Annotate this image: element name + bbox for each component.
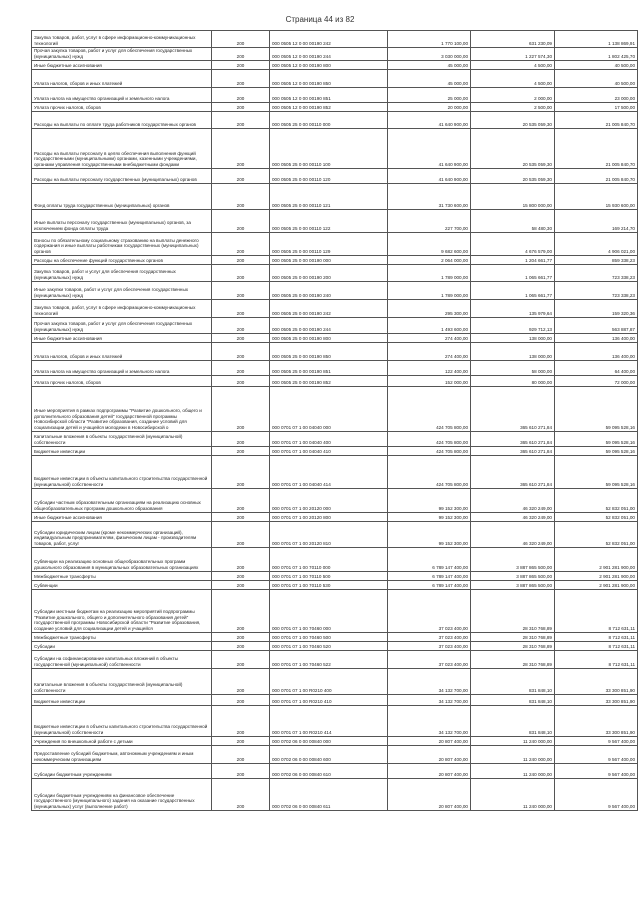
- row-unexecuted-amount-cell: 859 338,23: [555, 256, 638, 265]
- row-executed-amount-cell: 46 320 249,00: [471, 489, 555, 513]
- row-unexecuted-amount-cell: 21 005 840,70: [555, 169, 638, 184]
- row-budget-code-cell: 000 0505 25 0 00 00110 120: [270, 169, 388, 184]
- row-line-code-cell: 200: [212, 489, 270, 513]
- row-approved-amount-cell: 20 807 400,00: [388, 746, 471, 764]
- row-budget-code-cell: 000 0505 25 0 00 00110 100: [270, 129, 388, 169]
- table-row: [32, 300, 638, 318]
- row-line-code-cell: 200: [212, 447, 270, 456]
- row-approved-amount-cell: 34 132 700,00: [388, 706, 471, 737]
- row-budget-code-cell: 000 0505 25 0 00 00190 240: [270, 282, 388, 300]
- row-line-code-cell: 200: [212, 572, 270, 581]
- table-row: [32, 210, 638, 233]
- table-row: [32, 387, 638, 432]
- row-line-code-cell: 200: [212, 548, 270, 572]
- row-approved-amount-cell: 37 023 400,00: [388, 633, 471, 642]
- table-row: [32, 265, 638, 282]
- row-name-cell: Уплата налогов, сборов и иных платежей: [32, 70, 212, 88]
- row-executed-amount-cell: 831 848,10: [471, 706, 555, 737]
- row-budget-code-cell: 000 0505 12 0 00 00190 850: [270, 70, 388, 88]
- row-executed-amount-cell: 80 000,00: [471, 376, 555, 387]
- row-name-cell: Уплата прочих налогов, сборов: [32, 103, 212, 112]
- row-unexecuted-amount-cell: 2 901 281 900,00: [555, 548, 638, 572]
- row-unexecuted-amount-cell: 59 095 528,16: [555, 432, 638, 447]
- row-budget-code-cell: 000 0701 07 1 00 04040 400: [270, 432, 388, 447]
- row-executed-amount-cell: 28 310 768,89: [471, 651, 555, 669]
- row-approved-amount-cell: 37 023 400,00: [388, 590, 471, 633]
- row-line-code-cell: 200: [212, 300, 270, 318]
- row-budget-code-cell: 000 0701 07 1 00 70460 522: [270, 651, 388, 669]
- row-budget-code-cell: 000 0701 07 1 00 20120 810: [270, 522, 388, 548]
- row-line-code-cell: 200: [212, 169, 270, 184]
- row-approved-amount-cell: 9 682 600,00: [388, 233, 471, 256]
- row-name-cell: Субсидии местным бюджетам на реализацию мероприятий подпрограммы "Развитие дошкольного, общего и дополнительного образования детей" государственной программы Новосибирской области "Развитие образования, создание условий для социализации детей и учащейся: [32, 590, 212, 633]
- row-unexecuted-amount-cell: 21 005 840,70: [555, 112, 638, 129]
- row-executed-amount-cell: 365 610 271,84: [471, 387, 555, 432]
- row-budget-code-cell: 000 0701 07 1 00 04040 414: [270, 456, 388, 489]
- row-name-cell: Расходы на выплаты персоналу государственных (муниципальных) органов: [32, 169, 212, 184]
- row-approved-amount-cell: 45 000,00: [388, 70, 471, 88]
- row-approved-amount-cell: 45 000,00: [388, 61, 471, 70]
- row-line-code-cell: 200: [212, 669, 270, 695]
- row-unexecuted-amount-cell: 136 400,00: [555, 343, 638, 361]
- row-approved-amount-cell: 122 400,00: [388, 361, 471, 376]
- row-name-cell: Закупка товаров, работ, услуг в сфере информационно-коммуникационных технологий: [32, 31, 212, 48]
- row-name-cell: Межбюджетные трансферты: [32, 633, 212, 642]
- row-budget-code-cell: 000 0505 25 0 00 00110 121: [270, 184, 388, 210]
- row-name-cell: Субвенции на реализацию основных общеобразовательных программ дошкольного образования в муниципальных образовательных организациях: [32, 548, 212, 572]
- row-name-cell: Уплата налогов, сборов и иных платежей: [32, 343, 212, 361]
- row-budget-code-cell: 000 0505 25 0 00 00110 000: [270, 112, 388, 129]
- row-budget-code-cell: 000 0505 25 0 00 00190 800: [270, 334, 388, 343]
- row-executed-amount-cell: 4 500,00: [471, 61, 555, 70]
- row-executed-amount-cell: 11 240 000,00: [471, 764, 555, 779]
- table-row: [32, 48, 638, 61]
- row-executed-amount-cell: 28 310 768,89: [471, 642, 555, 651]
- table-row: [32, 361, 638, 376]
- row-line-code-cell: 200: [212, 633, 270, 642]
- row-approved-amount-cell: 227 700,00: [388, 210, 471, 233]
- row-approved-amount-cell: 3 030 000,00: [388, 48, 471, 61]
- row-line-code-cell: 200: [212, 61, 270, 70]
- row-name-cell: Уплата налога на имущество организаций и земельного налога: [32, 88, 212, 103]
- table-row: [32, 88, 638, 103]
- row-approved-amount-cell: 6 789 147 400,00: [388, 548, 471, 572]
- row-budget-code-cell: 000 0702 06 0 00 00840 600: [270, 746, 388, 764]
- row-line-code-cell: 200: [212, 343, 270, 361]
- row-executed-amount-cell: 28 310 768,89: [471, 633, 555, 642]
- row-executed-amount-cell: 4 676 579,00: [471, 233, 555, 256]
- row-line-code-cell: 200: [212, 129, 270, 169]
- row-name-cell: Бюджетные инвестиции: [32, 447, 212, 456]
- row-line-code-cell: 200: [212, 581, 270, 590]
- table-row: [32, 256, 638, 265]
- row-name-cell: Субсидии частным образовательным организациям на реализацию основных общеобразовательных программ дошкольного образования: [32, 489, 212, 513]
- row-unexecuted-amount-cell: 52 832 051,00: [555, 522, 638, 548]
- row-line-code-cell: 200: [212, 265, 270, 282]
- row-approved-amount-cell: 34 132 700,00: [388, 695, 471, 706]
- row-line-code-cell: 200: [212, 432, 270, 447]
- row-line-code-cell: 200: [212, 361, 270, 376]
- row-unexecuted-amount-cell: 9 567 400,00: [555, 746, 638, 764]
- row-executed-amount-cell: 11 240 000,00: [471, 779, 555, 811]
- row-name-cell: Субвенции: [32, 581, 212, 590]
- row-approved-amount-cell: 424 705 800,00: [388, 447, 471, 456]
- row-name-cell: Субсидии бюджетным учреждениям на финансовое обеспечение государственного (муниципального) задания на оказание государственных (муниципальных) услуг (выполнение работ): [32, 779, 212, 811]
- row-approved-amount-cell: 2 064 000,00: [388, 256, 471, 265]
- table-row: [32, 31, 638, 48]
- row-unexecuted-amount-cell: 15 930 600,00: [555, 184, 638, 210]
- row-unexecuted-amount-cell: 1 802 425,70: [555, 48, 638, 61]
- row-approved-amount-cell: 424 705 800,00: [388, 387, 471, 432]
- row-executed-amount-cell: 365 610 271,84: [471, 432, 555, 447]
- row-line-code-cell: 200: [212, 522, 270, 548]
- row-executed-amount-cell: 631 230,09: [471, 31, 555, 48]
- row-budget-code-cell: 000 0701 07 1 00 70460 520: [270, 642, 388, 651]
- row-unexecuted-amount-cell: 723 338,23: [555, 282, 638, 300]
- row-line-code-cell: 200: [212, 210, 270, 233]
- row-budget-code-cell: 000 0702 06 0 00 00840 611: [270, 779, 388, 811]
- row-name-cell: Уплата налога на имущество организаций и земельного налога: [32, 361, 212, 376]
- row-executed-amount-cell: 58 000,00: [471, 361, 555, 376]
- row-executed-amount-cell: 831 848,10: [471, 669, 555, 695]
- row-approved-amount-cell: 295 300,00: [388, 300, 471, 318]
- row-budget-code-cell: 000 0505 25 0 00 00190 242: [270, 300, 388, 318]
- row-unexecuted-amount-cell: 33 300 851,90: [555, 669, 638, 695]
- row-budget-code-cell: 000 0701 07 1 00 70460 000: [270, 590, 388, 633]
- row-budget-code-cell: 000 0505 25 0 00 00110 129: [270, 233, 388, 256]
- row-name-cell: Взносы по обязательному социальному страхованию на выплаты денежного содержания и иные выплаты работникам государственных (муниципальных) органов: [32, 233, 212, 256]
- row-executed-amount-cell: 135 979,64: [471, 300, 555, 318]
- table-row: [32, 432, 638, 447]
- row-approved-amount-cell: 25 000,00: [388, 88, 471, 103]
- row-approved-amount-cell: 424 705 800,00: [388, 456, 471, 489]
- row-unexecuted-amount-cell: 52 832 051,00: [555, 513, 638, 522]
- row-executed-amount-cell: 28 310 768,89: [471, 590, 555, 633]
- row-name-cell: Субсидии юридическим лицам (кроме некоммерческих организаций), индивидуальным предпринимателям, физическим лицам - производителям товаров, работ, услуг: [32, 522, 212, 548]
- row-name-cell: Предоставление субсидий бюджетным, автономным учреждениям и иным некоммерческим организациям: [32, 746, 212, 764]
- row-line-code-cell: 200: [212, 103, 270, 112]
- row-budget-code-cell: 000 0505 25 0 00 00190 850: [270, 343, 388, 361]
- table-row: [32, 456, 638, 489]
- row-name-cell: Иные выплаты персоналу государственных (муниципальных) органов, за исключением фонда оплаты труда: [32, 210, 212, 233]
- row-executed-amount-cell: 4 500,00: [471, 70, 555, 88]
- row-name-cell: Бюджетные инвестиции в объекты капитального строительства государственной (муниципальной) собственности: [32, 456, 212, 489]
- row-line-code-cell: 200: [212, 48, 270, 61]
- row-line-code-cell: 200: [212, 746, 270, 764]
- table-row: [32, 706, 638, 737]
- row-line-code-cell: 200: [212, 318, 270, 334]
- row-unexecuted-amount-cell: 159 320,36: [555, 300, 638, 318]
- row-executed-amount-cell: 20 535 059,30: [471, 112, 555, 129]
- row-budget-code-cell: 000 0505 12 0 00 00190 851: [270, 88, 388, 103]
- table-row: [32, 169, 638, 184]
- row-unexecuted-amount-cell: 8 712 631,11: [555, 642, 638, 651]
- row-budget-code-cell: 000 0505 12 0 00 00190 800: [270, 61, 388, 70]
- row-approved-amount-cell: 41 640 900,00: [388, 112, 471, 129]
- row-line-code-cell: 200: [212, 88, 270, 103]
- row-name-cell: Субсидии бюджетным учреждениям: [32, 764, 212, 779]
- table-row: [32, 737, 638, 746]
- table-row: [32, 318, 638, 334]
- row-line-code-cell: 200: [212, 334, 270, 343]
- table-row: [32, 282, 638, 300]
- row-name-cell: Капитальные вложения в объекты государственной (муниципальной) собственности: [32, 432, 212, 447]
- table-row: [32, 746, 638, 764]
- row-approved-amount-cell: 6 789 147 400,00: [388, 572, 471, 581]
- table-row: [32, 334, 638, 343]
- row-line-code-cell: 200: [212, 376, 270, 387]
- row-unexecuted-amount-cell: 59 095 528,16: [555, 456, 638, 489]
- row-unexecuted-amount-cell: 21 005 840,70: [555, 129, 638, 169]
- row-budget-code-cell: 000 0701 07 1 00 R0210 410: [270, 695, 388, 706]
- row-approved-amount-cell: 424 705 800,00: [388, 432, 471, 447]
- row-unexecuted-amount-cell: 136 400,00: [555, 334, 638, 343]
- row-executed-amount-cell: 46 320 249,00: [471, 522, 555, 548]
- row-unexecuted-amount-cell: 8 712 631,11: [555, 590, 638, 633]
- row-executed-amount-cell: 929 712,13: [471, 318, 555, 334]
- row-budget-code-cell: 000 0505 25 0 00 00190 200: [270, 265, 388, 282]
- row-budget-code-cell: 000 0505 25 0 00 00110 122: [270, 210, 388, 233]
- table-row: [32, 489, 638, 513]
- row-executed-amount-cell: 15 800 000,00: [471, 184, 555, 210]
- table-row: [32, 129, 638, 169]
- row-approved-amount-cell: 1 493 600,00: [388, 318, 471, 334]
- row-line-code-cell: 200: [212, 651, 270, 669]
- table-row: [32, 651, 638, 669]
- row-budget-code-cell: 000 0701 07 1 00 70110 530: [270, 581, 388, 590]
- row-approved-amount-cell: 41 640 900,00: [388, 129, 471, 169]
- row-budget-code-cell: 000 0505 12 0 00 00190 852: [270, 103, 388, 112]
- row-executed-amount-cell: 365 610 271,84: [471, 447, 555, 456]
- row-executed-amount-cell: 11 240 000,00: [471, 746, 555, 764]
- row-budget-code-cell: 000 0701 07 1 00 70110 500: [270, 572, 388, 581]
- table-row: [32, 513, 638, 522]
- table-row: [32, 572, 638, 581]
- row-approved-amount-cell: 37 023 400,00: [388, 651, 471, 669]
- row-approved-amount-cell: 1 789 000,00: [388, 265, 471, 282]
- row-approved-amount-cell: 99 152 300,00: [388, 489, 471, 513]
- row-approved-amount-cell: 99 152 300,00: [388, 513, 471, 522]
- table-row: [32, 642, 638, 651]
- row-name-cell: Иные закупки товаров, работ и услуг для обеспечения государственных (муниципальных) нужд: [32, 282, 212, 300]
- row-executed-amount-cell: 3 887 865 500,00: [471, 548, 555, 572]
- row-name-cell: Бюджетные инвестиции в объекты капитального строительства государственной (муниципальной) собственности: [32, 706, 212, 737]
- row-approved-amount-cell: 1 789 000,00: [388, 282, 471, 300]
- row-approved-amount-cell: 20 807 400,00: [388, 764, 471, 779]
- row-executed-amount-cell: 11 240 000,00: [471, 737, 555, 746]
- table-row: [32, 633, 638, 642]
- table-row: [32, 112, 638, 129]
- row-line-code-cell: 200: [212, 695, 270, 706]
- table-row: [32, 233, 638, 256]
- row-unexecuted-amount-cell: 4 906 021,00: [555, 233, 638, 256]
- row-executed-amount-cell: 46 320 249,00: [471, 513, 555, 522]
- row-unexecuted-amount-cell: 17 500,00: [555, 103, 638, 112]
- row-executed-amount-cell: 365 610 271,84: [471, 456, 555, 489]
- row-unexecuted-amount-cell: 33 300 851,90: [555, 695, 638, 706]
- row-name-cell: Межбюджетные трансферты: [32, 572, 212, 581]
- row-unexecuted-amount-cell: 33 300 851,90: [555, 706, 638, 737]
- row-unexecuted-amount-cell: 59 095 528,16: [555, 387, 638, 432]
- row-name-cell: Бюджетные инвестиции: [32, 695, 212, 706]
- row-executed-amount-cell: 2 000,00: [471, 88, 555, 103]
- row-executed-amount-cell: 138 000,00: [471, 343, 555, 361]
- row-line-code-cell: 200: [212, 256, 270, 265]
- row-unexecuted-amount-cell: 59 095 528,16: [555, 447, 638, 456]
- row-name-cell: Иные мероприятия в рамках подпрограммы "Развитие дошкольного, общего и дополнительного образования детей" государственной программы Новосибирской области "Развитие образования, создание условий для социализации детей и учащейся молодежи в Новосибирской о: [32, 387, 212, 432]
- row-unexecuted-amount-cell: 8 712 631,11: [555, 633, 638, 642]
- table-row: [32, 376, 638, 387]
- row-executed-amount-cell: 58 480,30: [471, 210, 555, 233]
- budget-execution-table: [31, 30, 638, 811]
- table-row: [32, 669, 638, 695]
- row-name-cell: Расходы на выплаты персоналу в целях обеспечения выполнения функций государственными (муниципальными) органами, казенными учреждениями, органами управления государственными внебюджетными фондами: [32, 129, 212, 169]
- row-approved-amount-cell: 20 000,00: [388, 103, 471, 112]
- table-row: [32, 184, 638, 210]
- row-name-cell: Прочая закупка товаров, работ и услуг для обеспечения государственных (муниципальных) нужд: [32, 48, 212, 61]
- row-executed-amount-cell: 1 065 661,77: [471, 265, 555, 282]
- row-budget-code-cell: 000 0702 06 0 00 00840 610: [270, 764, 388, 779]
- table-row: [32, 103, 638, 112]
- row-unexecuted-amount-cell: 2 901 281 900,00: [555, 581, 638, 590]
- row-unexecuted-amount-cell: 9 567 400,00: [555, 779, 638, 811]
- row-name-cell: Закупка товаров, работ, услуг в сфере информационно-коммуникационных технологий: [32, 300, 212, 318]
- table-row: [32, 779, 638, 811]
- row-unexecuted-amount-cell: 40 500,00: [555, 70, 638, 88]
- row-unexecuted-amount-cell: 72 000,00: [555, 376, 638, 387]
- row-budget-code-cell: 000 0505 12 0 00 00190 242: [270, 31, 388, 48]
- row-name-cell: Капитальные вложения в объекты государственной (муниципальной) собственности: [32, 669, 212, 695]
- row-executed-amount-cell: 138 000,00: [471, 334, 555, 343]
- row-line-code-cell: 200: [212, 764, 270, 779]
- table-body: [32, 31, 638, 811]
- row-budget-code-cell: 000 0505 25 0 00 00190 000: [270, 256, 388, 265]
- row-name-cell: Иные бюджетные ассигнования: [32, 334, 212, 343]
- row-line-code-cell: 200: [212, 70, 270, 88]
- row-name-cell: Иные бюджетные ассигнования: [32, 513, 212, 522]
- row-budget-code-cell: 000 0701 07 1 00 20120 800: [270, 513, 388, 522]
- row-approved-amount-cell: 31 730 600,00: [388, 184, 471, 210]
- row-budget-code-cell: 000 0701 07 1 00 70110 000: [270, 548, 388, 572]
- row-line-code-cell: 200: [212, 31, 270, 48]
- row-budget-code-cell: 000 0505 25 0 00 00190 851: [270, 361, 388, 376]
- row-unexecuted-amount-cell: 2 901 281 900,00: [555, 572, 638, 581]
- row-executed-amount-cell: 1 204 661,77: [471, 256, 555, 265]
- table-row: [32, 70, 638, 88]
- row-name-cell: Закупка товаров, работ и услуг для обеспечения государственных (муниципальных) нужд: [32, 265, 212, 282]
- row-name-cell: Прочая закупка товаров, работ и услуг для обеспечения государственных (муниципальных) нужд: [32, 318, 212, 334]
- row-unexecuted-amount-cell: 40 500,00: [555, 61, 638, 70]
- row-executed-amount-cell: 1 227 574,30: [471, 48, 555, 61]
- row-unexecuted-amount-cell: 8 712 631,11: [555, 651, 638, 669]
- table-row: [32, 548, 638, 572]
- row-budget-code-cell: 000 0701 07 1 00 R0210 414: [270, 706, 388, 737]
- row-line-code-cell: 200: [212, 233, 270, 256]
- row-approved-amount-cell: 274 400,00: [388, 334, 471, 343]
- row-approved-amount-cell: 34 132 700,00: [388, 669, 471, 695]
- row-approved-amount-cell: 274 400,00: [388, 343, 471, 361]
- row-budget-code-cell: 000 0701 07 1 00 04040 410: [270, 447, 388, 456]
- row-line-code-cell: 200: [212, 590, 270, 633]
- row-name-cell: Субсидии на софинансирование капитальных вложений в объекты государственной (муниципальной) собственности: [32, 651, 212, 669]
- row-approved-amount-cell: 6 789 147 400,00: [388, 581, 471, 590]
- row-unexecuted-amount-cell: 52 832 051,00: [555, 489, 638, 513]
- table-row: [32, 522, 638, 548]
- row-unexecuted-amount-cell: 9 567 400,00: [555, 764, 638, 779]
- table-row: [32, 447, 638, 456]
- row-line-code-cell: 200: [212, 112, 270, 129]
- row-budget-code-cell: 000 0505 25 0 00 00190 244: [270, 318, 388, 334]
- row-budget-code-cell: 000 0702 06 0 00 00840 000: [270, 737, 388, 746]
- row-name-cell: Субсидии: [32, 642, 212, 651]
- row-budget-code-cell: 000 0701 07 1 00 04040 000: [270, 387, 388, 432]
- row-name-cell: Расходы на обеспечение функций государственных органов: [32, 256, 212, 265]
- row-line-code-cell: 200: [212, 184, 270, 210]
- table-row: [32, 590, 638, 633]
- row-name-cell: Фонд оплаты труда государственных (муниципальных) органов: [32, 184, 212, 210]
- row-approved-amount-cell: 1 770 100,00: [388, 31, 471, 48]
- row-budget-code-cell: 000 0701 07 1 00 20120 000: [270, 489, 388, 513]
- row-approved-amount-cell: 37 023 400,00: [388, 642, 471, 651]
- row-line-code-cell: 200: [212, 706, 270, 737]
- row-line-code-cell: 200: [212, 282, 270, 300]
- row-budget-code-cell: 000 0701 07 1 00 70460 500: [270, 633, 388, 642]
- row-approved-amount-cell: 99 152 300,00: [388, 522, 471, 548]
- row-unexecuted-amount-cell: 169 214,70: [555, 210, 638, 233]
- row-line-code-cell: 200: [212, 456, 270, 489]
- row-line-code-cell: 200: [212, 513, 270, 522]
- row-approved-amount-cell: 41 640 900,00: [388, 169, 471, 184]
- row-unexecuted-amount-cell: 64 400,00: [555, 361, 638, 376]
- row-name-cell: Иные бюджетные ассигнования: [32, 61, 212, 70]
- row-executed-amount-cell: 20 535 059,30: [471, 169, 555, 184]
- row-budget-code-cell: 000 0701 07 1 00 R0210 400: [270, 669, 388, 695]
- row-unexecuted-amount-cell: 563 887,87: [555, 318, 638, 334]
- row-executed-amount-cell: 20 535 059,30: [471, 129, 555, 169]
- row-name-cell: Уплата прочих налогов, сборов: [32, 376, 212, 387]
- row-unexecuted-amount-cell: 1 138 869,91: [555, 31, 638, 48]
- row-budget-code-cell: 000 0505 25 0 00 00190 852: [270, 376, 388, 387]
- row-executed-amount-cell: 831 848,10: [471, 695, 555, 706]
- row-line-code-cell: 200: [212, 642, 270, 651]
- row-executed-amount-cell: 1 065 661,77: [471, 282, 555, 300]
- row-approved-amount-cell: 20 807 400,00: [388, 779, 471, 811]
- row-approved-amount-cell: 20 807 400,00: [388, 737, 471, 746]
- row-line-code-cell: 200: [212, 387, 270, 432]
- row-executed-amount-cell: 3 887 865 500,00: [471, 572, 555, 581]
- table-row: [32, 343, 638, 361]
- row-unexecuted-amount-cell: 9 567 400,00: [555, 737, 638, 746]
- row-name-cell: Расходы на выплаты по оплате труда работников государственных органов: [32, 112, 212, 129]
- table-row: [32, 61, 638, 70]
- row-line-code-cell: 200: [212, 737, 270, 746]
- row-unexecuted-amount-cell: 23 000,00: [555, 88, 638, 103]
- table-row: [32, 695, 638, 706]
- row-executed-amount-cell: 3 887 865 500,00: [471, 581, 555, 590]
- row-unexecuted-amount-cell: 723 338,23: [555, 265, 638, 282]
- row-approved-amount-cell: 152 000,00: [388, 376, 471, 387]
- row-name-cell: Учреждения по внешкольной работе с детьми: [32, 737, 212, 746]
- page-number-label: Страница 44 из 82: [285, 15, 355, 24]
- row-line-code-cell: 200: [212, 779, 270, 811]
- row-budget-code-cell: 000 0505 12 0 00 00190 244: [270, 48, 388, 61]
- table-row: [32, 764, 638, 779]
- row-executed-amount-cell: 2 500,00: [471, 103, 555, 112]
- table-row: [32, 581, 638, 590]
